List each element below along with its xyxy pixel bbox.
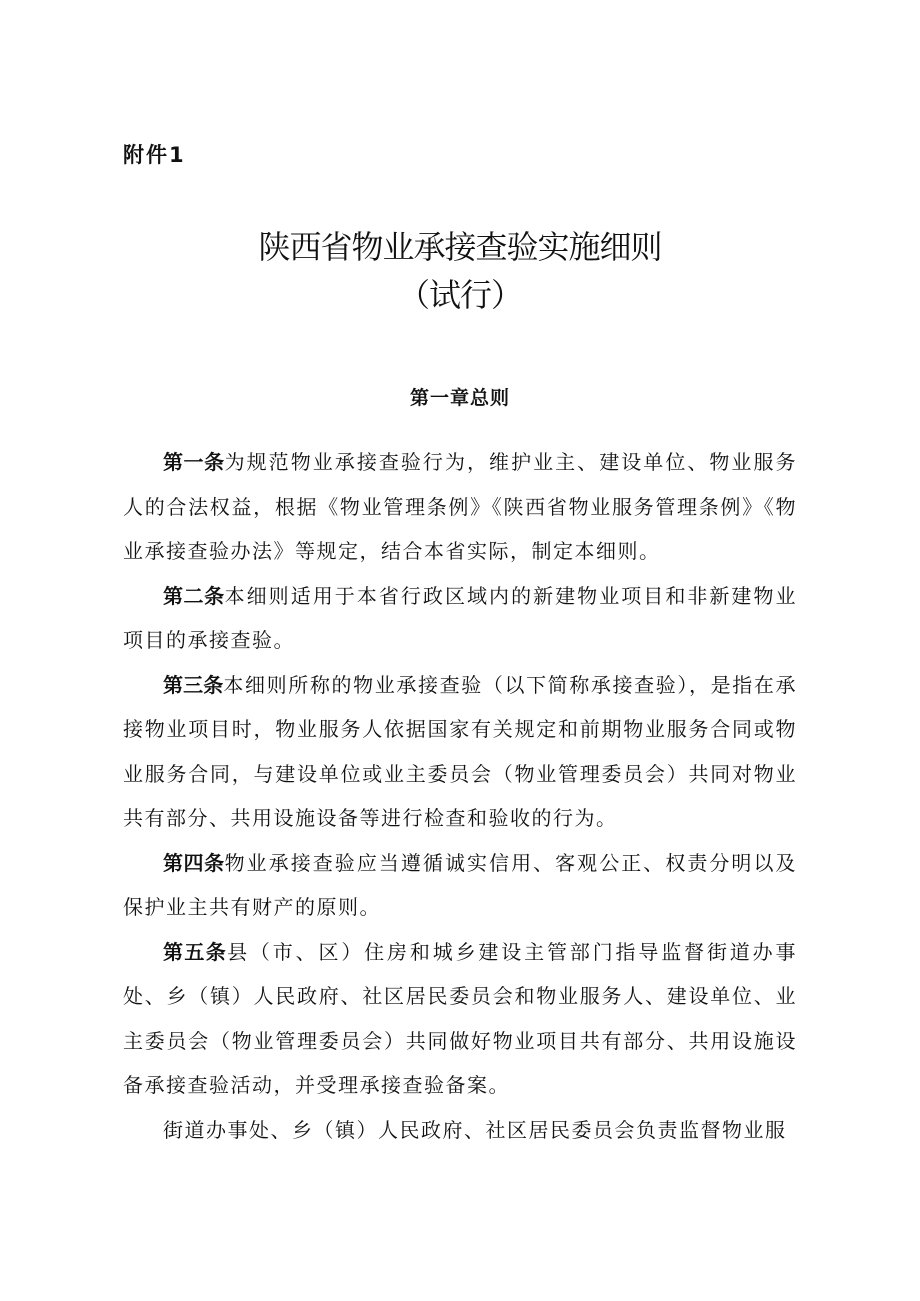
- article-5: [123, 930, 797, 1108]
- trailing-paragraph: 街道办事处、乡（镇）人民政府、社区居民委员会负责监督物业服: [163, 1117, 787, 1142]
- article-1: [123, 440, 797, 574]
- document-subtitle: （试行）: [397, 276, 522, 314]
- article-label: 第五条: [163, 939, 228, 964]
- chapter-heading: 第一章总则: [409, 387, 510, 409]
- article-text: 本细则适用于本省行政区域内的新建物业项目和非新建物业项目的承接查验。: [123, 583, 798, 652]
- article-3: [123, 663, 797, 841]
- article-text: 物业承接查验应当遵循诚实信用、客观公正、权责分明以及保护业主共有财产的原则。: [123, 850, 798, 919]
- article-text: 本细则所称的物业承接查验（以下简称承接查验），是指在承接物业项目时，物业服务人依据国家有关规定和前期物业服务合同或物业服务合同，与建设单位或业主委员会（物业管理委员会）共同对物业共有部分、共用设施设备等进行检查和验收的行为。: [123, 672, 798, 830]
- article-label: 第二条: [163, 583, 225, 608]
- article-label: 第三条: [163, 672, 224, 697]
- article-2: [123, 574, 797, 663]
- document-title: 陕西省物业承接查验实施细则: [258, 228, 662, 266]
- article-text: 县（市、区）住房和城乡建设主管部门指导监督街道办事处、乡（镇）人民政府、社区居民委员会和物业服务人、建设单位、业主委员会（物业管理委员会）共同做好物业项目共有部分、共用设施设备承接查验活动，并受理承接查验备案。: [123, 939, 798, 1097]
- attachment-label: 附件1: [123, 143, 186, 167]
- article-text: 为规范物业承接查验行为，维护业主、建设单位、物业服务人的合法权益，根据《物业管理条例》《陕西省物业服务管理条例》《物业承接查验办法》等规定，结合本省实际，制定本细则。: [123, 450, 798, 563]
- article-label: 第四条: [163, 850, 225, 875]
- document-body: [123, 440, 797, 1152]
- article-4: [123, 841, 797, 930]
- article-label: 第一条: [163, 450, 225, 474]
